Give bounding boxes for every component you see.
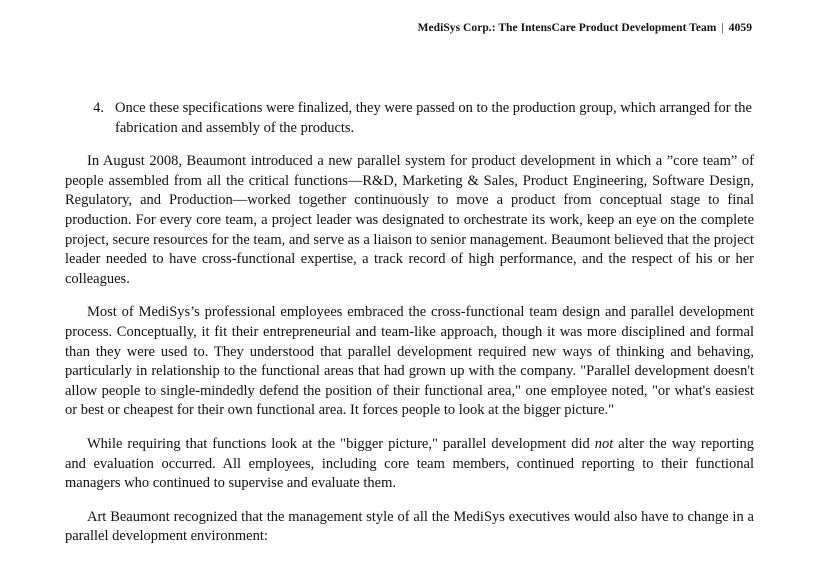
paragraph-core-team: In August 2008, Beaumont introduced a new parallel system for product development in which a ”core team” of people assembled from all the critical functions—R&D, Marketing & Sales, Product Engineering, Software Design, Regulatory, and Production—worked together continuously to move a product from conceptual stage to final production. For every core team, a project leader was designated to orchestrate its work, keep an eye on the complete project, secure resources for the team, and serve as a liaison to senior management. Beaumont believed that the project leader needed to have cross-functional expertise, a track record of high performance, and the respect of his or her colleagues. [65, 153, 754, 287]
header-title: MediSys Corp.: The IntensCare Product Development Team [417, 22, 717, 34]
paragraph-employee-reaction: Most of MediSys’s professional employees embraced the cross-functional team design and parallel development process. Conceptually, it fit their entrepreneurial and team-like approach, though it was more disciplined and formal than they were used to. They understood that parallel development required new ways of thinking and behaving, particularly in relationship to the functional areas that had grown up with the company. "Parallel development doesn't allow people to single-mindedly defend the position of their functional area," one employee noted, "or what's easiest or best or cheapest for their own functional area. It forces people to look at the bigger picture." [65, 304, 754, 419]
paragraph-reporting [65, 435, 754, 494]
running-header [418, 22, 752, 34]
paragraph-management-style: Art Beaumont recognized that the management style of all the MediSys executives would also have to change in a parallel development environment: [65, 508, 754, 545]
list-item-number: 4. [93, 100, 104, 116]
numbered-list-item [65, 99, 754, 138]
document-body [65, 99, 754, 561]
emphasis-not: not [594, 435, 614, 452]
paragraph-reporting-text-end: alter the way reporting and evaluation occurred. All employees, including core team members, continued reporting to their functional managers who continued to supervise and evaluate them. [65, 435, 755, 492]
paragraph-reporting-text-start: While requiring that functions look at the "bigger picture," parallel development did [87, 435, 595, 452]
list-item-text: Once these specifications were finalized, they were passed on to the production group, which arranged for the fabrication and assembly of the products. [115, 100, 752, 136]
page-number: 4059 [728, 22, 752, 34]
header-separator: | [721, 22, 724, 34]
